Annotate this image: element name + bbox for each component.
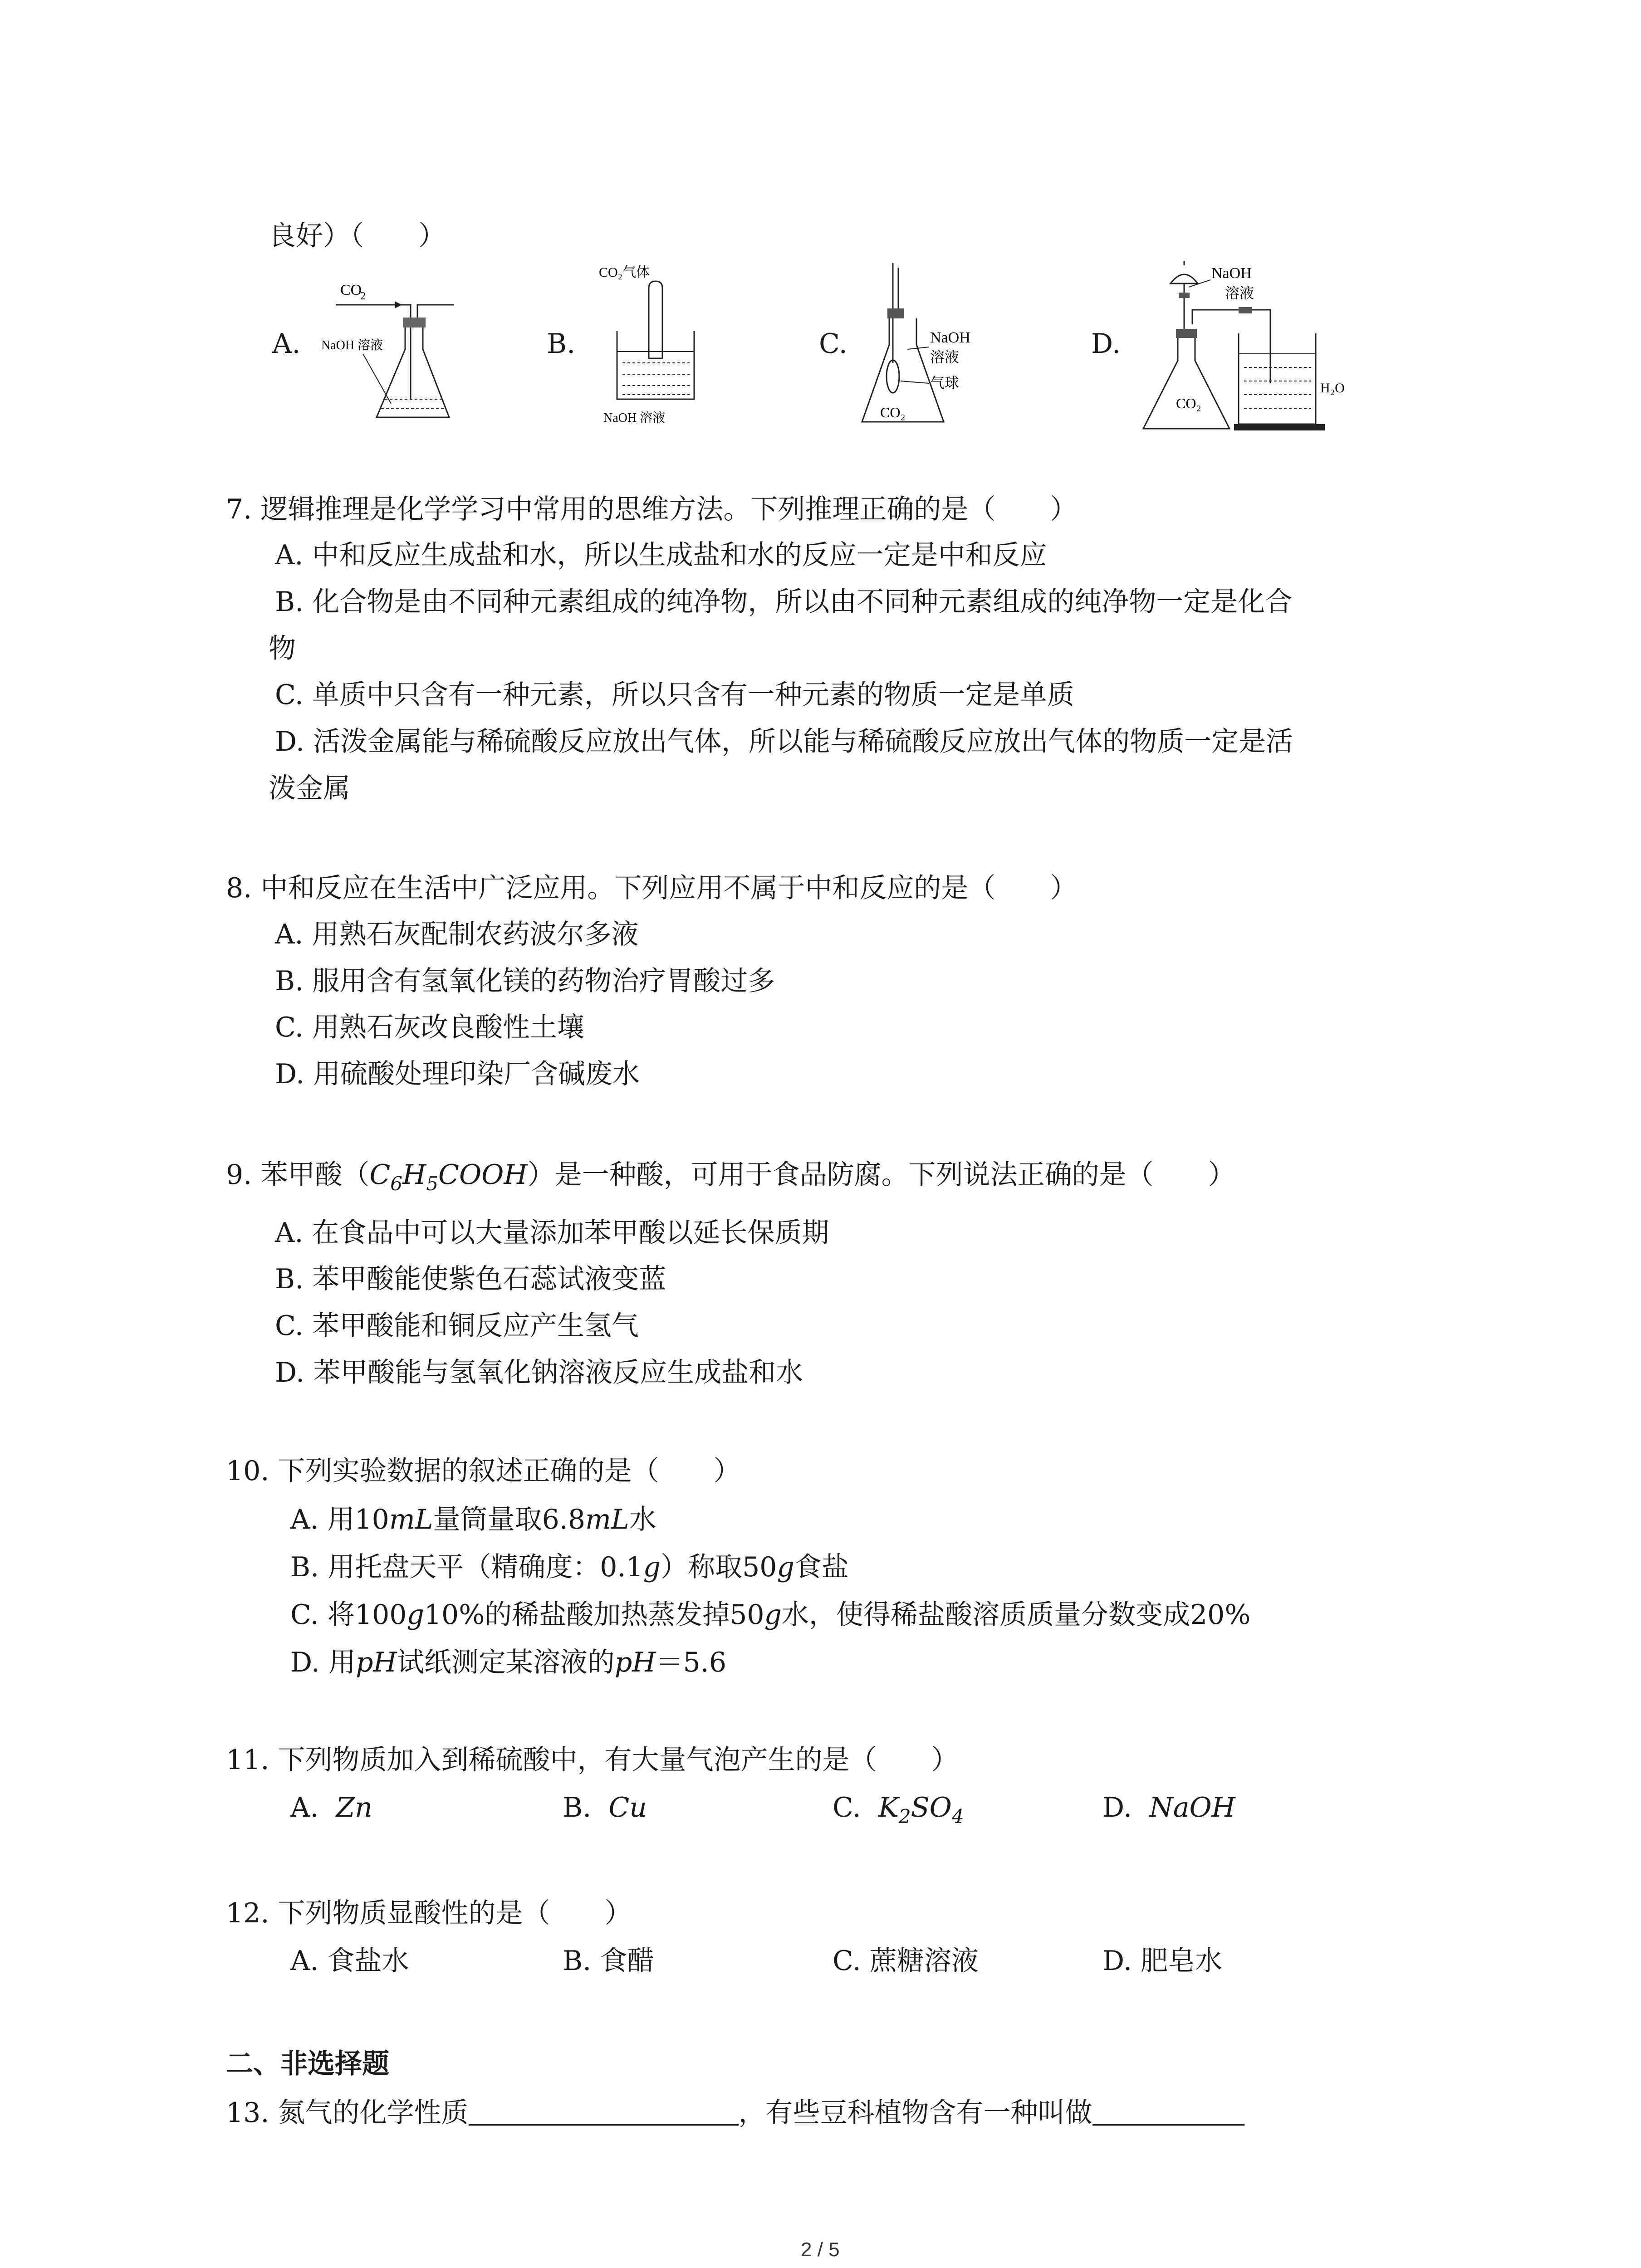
q7-stem: 7. 逻辑推理是化学学习中常用的思维方法。下列推理正确的是（ ） — [226, 494, 1078, 525]
q7-option-c: C. 单质中只含有一种元素，所以只含有一种元素的物质一定是单质 — [275, 679, 1074, 711]
q12-option-c: C. 蔗糖溶液 — [833, 1945, 979, 1977]
q6-c-co2-label: CO₂ — [880, 404, 906, 420]
q10-stem: 10. 下列实验数据的叙述正确的是（ ） — [226, 1455, 741, 1487]
q11-option-b: B. Cu — [563, 1792, 647, 1823]
q6-c-balloon-label: 气球 — [930, 375, 960, 391]
q6-d-water-label: H₂O — [1320, 381, 1345, 396]
q8-option-c: C. 用熟石灰改良酸性土壤 — [275, 1012, 584, 1043]
q8-option-a: A. 用熟石灰配制农药波尔多液 — [275, 919, 639, 950]
q7-option-b-line1: B. 化合物是由不同种元素组成的纯净物，所以由不同种元素组成的纯净物一定是化合 — [275, 586, 1293, 618]
q7-option-d-line1: D. 活泼金属能与稀硫酸反应放出气体，所以能与稀硫酸反应放出气体的物质一定是活 — [275, 726, 1293, 758]
q12-option-a: A. 食盐水 — [290, 1945, 409, 1977]
q11-option-a: A. Zn — [290, 1792, 372, 1823]
q13-stem: 13. 氮气的化学性质 ，有些豆科植物含有一种叫做 — [226, 2098, 1244, 2126]
q6-option-c-letter: C. — [819, 328, 847, 360]
q6-b-gas-label: CO₂气体 — [599, 265, 650, 280]
q12-option-b: B. 食醋 — [563, 1945, 655, 1977]
q6-a-co2-sub: 2 — [360, 290, 366, 302]
q7-option-d-line2: 泼金属 — [269, 772, 350, 804]
q6-option-d-letter: D. — [1091, 328, 1121, 360]
q10-option-b: B. 用托盘天平（精确度：0.1g）称取50g食盐 — [290, 1551, 849, 1583]
q6-c-solution-label: 溶液 — [930, 349, 960, 365]
q9-option-d: D. 苯甲酸能与氢氧化钠溶液反应生成盐和水 — [275, 1357, 803, 1388]
section-heading: 二、非选择题 — [226, 2048, 389, 2080]
q6-b-solution-label: NaOH 溶液 — [603, 411, 666, 425]
q6-d-solution-label: 溶液 — [1225, 285, 1254, 301]
q6-d-naoh-label: NaOH — [1211, 265, 1252, 282]
q6-a-co2-label: CO — [340, 282, 362, 298]
q6-option-a-letter: A. — [272, 328, 301, 360]
q6-apparatus-c — [853, 259, 998, 435]
q13-blank-2[interactable] — [1092, 2098, 1244, 2126]
q8-option-d: D. 用硫酸处理印染厂含碱废水 — [275, 1058, 640, 1090]
q6-d-co2-label: CO₂ — [1176, 395, 1201, 411]
q11-option-d: D. NaOH — [1102, 1792, 1235, 1823]
q9-option-a: A. 在食品中可以大量添加苯甲酸以延长保质期 — [275, 1217, 829, 1249]
q7-option-b-line2: 物 — [269, 633, 296, 665]
q11-option-c: C. $K_2SO_4$ — [833, 1792, 964, 1828]
q6-c-naoh-label: NaOH — [930, 329, 970, 346]
q13-blank-1[interactable] — [469, 2098, 739, 2126]
q8-option-b: B. 服用含有氢氧化镁的药物治疗胃酸过多 — [275, 965, 775, 997]
q6-apparatus-a — [313, 272, 476, 426]
q10-option-d: D. 用pH试纸测定某溶液的pH＝5.6 — [290, 1647, 727, 1678]
q7-option-a: A. 中和反应生成盐和水，所以生成盐和水的反应一定是中和反应 — [275, 539, 1047, 571]
q10-option-a: A. 用10mL量筒量取6.8mL水 — [290, 1504, 656, 1535]
q6-a-solution-label: NaOH 溶液 — [321, 338, 383, 352]
q9-option-b: B. 苯甲酸能使紫色石蕊试液变蓝 — [275, 1263, 666, 1295]
q6-option-b-letter: B. — [547, 328, 576, 360]
page-number: 2 / 5 — [801, 2239, 840, 2261]
q9-option-c: C. 苯甲酸能和铜反应产生氢气 — [275, 1310, 639, 1342]
q6-apparatus-d — [1134, 256, 1379, 442]
q12-option-d: D. 肥皂水 — [1102, 1945, 1223, 1977]
q9-stem: 9. 苯甲酸$(C_6H_5COOH)$是一种酸，可用于食品防腐。下列说法正确的是（ ） — [226, 1159, 1235, 1195]
q8-stem: 8. 中和反应在生活中广泛应用。下列应用不属于中和反应的是（ ） — [226, 872, 1078, 904]
q6-stem-tail: 良好）（ ） — [269, 220, 446, 252]
q12-stem: 12. 下列物质显酸性的是（ ） — [226, 1897, 632, 1929]
q6-apparatus-b — [585, 263, 735, 431]
q10-option-c: C. 将100g10%的稀盐酸加热蒸发掉50g水，使得稀盐酸溶质质量分数变成20% — [290, 1599, 1251, 1631]
q11-stem: 11. 下列物质加入到稀硫酸中，有大量气泡产生的是（ ） — [226, 1744, 959, 1776]
